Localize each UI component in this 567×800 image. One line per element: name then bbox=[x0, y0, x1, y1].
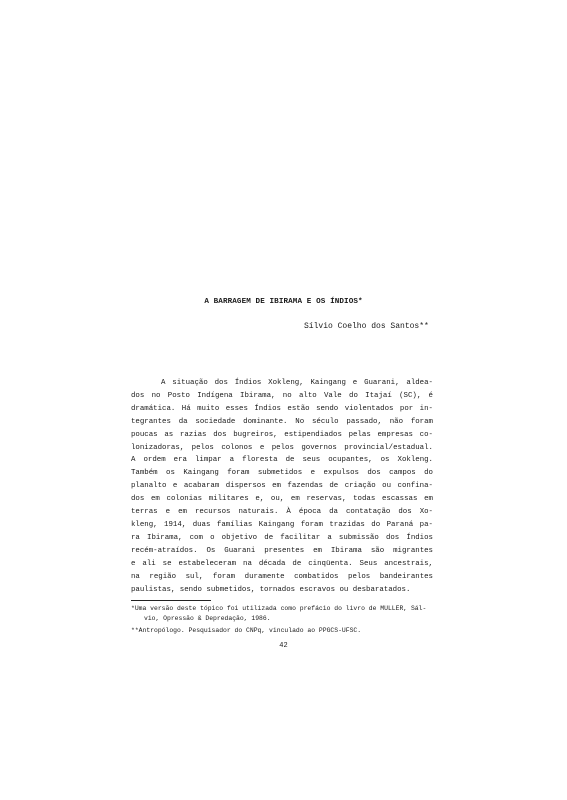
paragraph-line: ra Ibirama, com o objetivo de facilitar a submissão dos Índios bbox=[131, 533, 433, 542]
footnote-1 bbox=[131, 604, 441, 623]
article-title: A BARRAGEM DE IBIRAMA E OS ÍNDIOS* bbox=[204, 298, 363, 306]
paragraph-line: paulistas, sendo submetidos, tornados escravos ou desbaratados. bbox=[131, 585, 411, 594]
paragraph-line: A ordem era limpar a floresta de seus ocupantes, os Xokleng. bbox=[131, 456, 433, 465]
paragraph-line: Também os Kaingang foram submetidos e expulsos dos campos do bbox=[131, 469, 433, 478]
footnote-1-line-1: *Uma versão deste tópico foi utilizada como prefácio do livro de MULLER, Sál- bbox=[131, 605, 427, 612]
author-name: Sílvio Coelho dos Santos** bbox=[304, 322, 429, 331]
body-paragraph bbox=[131, 377, 433, 596]
paragraph-line: dramática. Há muito esses Índios estão sendo violentados por in- bbox=[131, 404, 433, 413]
footnote-2-line-1: **Antropólogo. Pesquisador do CNPq, vinculado ao PPGCS-UFSC. bbox=[131, 627, 362, 635]
footnotes bbox=[131, 604, 441, 639]
footnote-1-line-2: vio, Opressão & Depredação, 1986. bbox=[144, 614, 271, 622]
page-number: 42 bbox=[279, 642, 288, 650]
paragraph-line: e ali se estabeleceram na década de cinqüenta. Seus ancestrais, bbox=[131, 559, 433, 568]
paragraph-line: A situação dos Índios Xokleng, Kaingang e Guarani, aldea- bbox=[161, 379, 433, 387]
paragraph-line: dos no Posto Indígena Ibirama, no alto Vale do Itajaí (SC), é bbox=[131, 391, 433, 400]
paragraph-line: na região sul, foram duramente combatidos pelos bandeirantes bbox=[131, 572, 433, 581]
paragraph-line: dos em colonias militares e, ou, em reservas, todas escassas em bbox=[131, 495, 433, 504]
paragraph-line: recém-atraídos. Os Guarani presentes em Ibirama são migrantes bbox=[131, 546, 433, 555]
paragraph-line: poucas as razias dos bugreiros, estipendiados pelas empresas co- bbox=[131, 430, 433, 439]
paragraph-line: terras e em recursos naturais. À época da contatação dos Xo- bbox=[131, 508, 433, 517]
footnote-2 bbox=[131, 626, 441, 636]
paragraph-line: lonizadoras, pelos colonos e pelos governos provincial/estadual. bbox=[131, 443, 433, 452]
paragraph-line: tegrantes da sociedade dominante. No século passado, não foram bbox=[131, 417, 433, 426]
paragraph-line: kleng, 1914, duas famílias Kaingang foram trazidas do Paraná pa- bbox=[131, 520, 433, 529]
paragraph-line: planalto e acabaram dispersos em fazendas de criação ou confina- bbox=[131, 482, 433, 491]
footnote-divider bbox=[131, 600, 211, 601]
